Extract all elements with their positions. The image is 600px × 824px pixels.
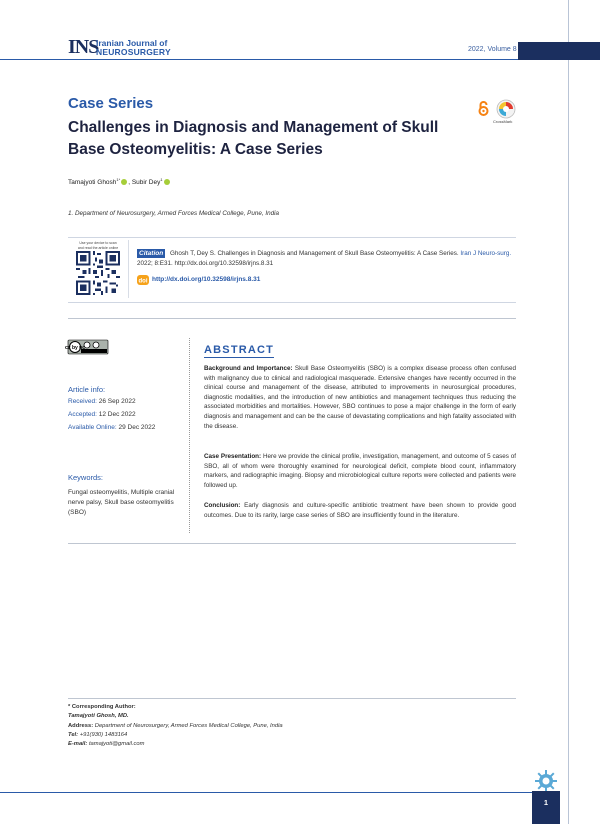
citation-body: Ghosh T, Dey S. Challenges in Diagnosis and Management of Skull Base Osteomyelitis: A Case Series. <box>170 250 461 257</box>
section-rule-bottom <box>68 543 516 544</box>
address-label: Address: <box>68 723 94 729</box>
citation-box <box>68 237 516 303</box>
online-label: Available Online: <box>68 424 117 431</box>
journal-name-line1: Iranian Journal of <box>96 38 168 48</box>
address-value: Department of Neurosurgery, Armed Forces Medical College, Pune, India <box>93 723 283 729</box>
abstract-background-text: Skull Base Osteomyelitis (SBO) is a complex disease process often confused with malignancy due to clinical and radiological masquerade. Extensive changes have recently occurred in the clinical course and management of the disease, attributed to improvements in neurosurgical procedures, diagnostic modalities, and the introduction of new antibiotics and management techniques thus reducing the associated morbidities and mortalities. However, SBO continues to pose a major challenge in the form of early diagnosis and management and can be the cause of devastating complications and high fatality associated with the disease. <box>204 365 516 430</box>
affiliation: 1. Department of Neurosurgery, Armed Forces Medical College, Pune, India <box>68 210 280 217</box>
article-title: Challenges in Diagnosis and Management of Skull Base Osteomyelitis: A Case Series <box>68 119 439 158</box>
citation-rest: 2022; 8:E31. http://dx.doi.org/10.32598/irjns.8.31 <box>137 259 274 267</box>
author-mark: 1* <box>116 177 121 182</box>
citation-journal-link[interactable]: Iran J Neuro-surg. <box>460 250 512 257</box>
author-list <box>68 177 171 186</box>
citation-badge: Citation <box>139 250 164 257</box>
qr-caption: Use your device to scan and read the article online <box>77 241 119 250</box>
corresponding-email <box>68 740 368 748</box>
cc-badge-label: cc by nc <box>64 345 86 351</box>
abstract-background-label: Background and Importance: <box>204 365 293 372</box>
abstract-conclusion-text: Early diagnosis and culture-specific antibiotic treatment have been shown to provide good outcomes. Due to its rarity, large case series of SBO are insufficiently found in the literature. <box>204 502 516 519</box>
open-access-icon <box>478 101 489 116</box>
abstract-heading: ABSTRACT <box>204 344 275 356</box>
author-name[interactable]: Tamajyoti Ghosh <box>68 179 117 187</box>
accepted-label: Accepted: <box>68 411 97 418</box>
creative-commons-badge[interactable] <box>64 340 108 354</box>
author-separator: , <box>128 179 132 187</box>
footnote-rule <box>68 698 516 699</box>
year-volume: 2022, Volume 8 <box>468 46 517 53</box>
crossmark-label: CrossMark <box>493 119 513 124</box>
page-number-box <box>532 791 560 824</box>
email-value[interactable]: tamajyoti@gmail.com <box>87 741 145 747</box>
accepted-date: 12 Dec 2022 <box>98 411 136 418</box>
qr-code-icon[interactable] <box>76 251 120 295</box>
received-date: 26 Sep 2022 <box>98 398 136 405</box>
page-number: 1 <box>543 798 549 807</box>
accepted-row <box>68 411 136 418</box>
abstract-conclusion <box>204 501 516 520</box>
page-edge-strip <box>568 0 569 824</box>
abstract-case-label: Case Presentation: <box>204 453 262 460</box>
received-label: Received: <box>68 398 97 405</box>
keywords-heading: Keywords: <box>68 473 104 482</box>
header-rule <box>0 59 518 60</box>
email-label: E-mail: <box>68 741 88 747</box>
header-bar <box>518 42 600 60</box>
received-row <box>68 398 136 405</box>
abstract-case-presentation <box>204 452 516 490</box>
tel-value: +91(930) 1483164 <box>78 732 128 738</box>
journal-name-line2: NEUROSURGERY <box>96 47 171 57</box>
author-name[interactable]: Subir Dey <box>131 179 161 187</box>
orcid-icon[interactable] <box>164 179 170 185</box>
doi-link[interactable]: http://dx.doi.org/10.32598/irjns.8.31 <box>152 276 261 283</box>
gear-icon <box>535 770 557 792</box>
citation-divider <box>128 240 129 298</box>
abstract-conclusion-label: Conclusion: <box>204 502 241 509</box>
abstract-case-text: Here we provide the clinical profile, investigation, management, and outcome of 5 cases of SBO, all of whom were thoroughly examined for neurological deficit, complete blood count, inflammatory markers, and radiographic imaging. Biopsy and microbiological culture reports were collected and patients were followed up. <box>204 453 516 489</box>
crossmark-icon[interactable] <box>496 99 516 119</box>
orcid-icon[interactable] <box>121 179 127 185</box>
keywords-text: Fungal osteomyelitis, Multiple cranial nerve palsy, Skull base osteomyelitis (SBO) <box>68 489 175 516</box>
corresponding-heading: * Corresponding Author: <box>68 704 136 710</box>
doi-icon-label: doi <box>138 278 148 285</box>
section-rule-top <box>68 318 516 319</box>
tel-label: Tel: <box>68 732 79 738</box>
footer-rule <box>0 792 532 793</box>
doi-icon <box>137 275 149 285</box>
article-info-heading: Article info: <box>68 385 106 394</box>
corresponding-tel <box>68 731 368 739</box>
abstract-background <box>204 364 516 431</box>
online-date: 29 Dec 2022 <box>118 424 156 431</box>
corresponding-name: Tamajyoti Ghosh, MD. <box>68 713 129 719</box>
online-row <box>68 424 155 431</box>
journal-logo-mark: INS <box>68 36 99 58</box>
corresponding-address <box>68 722 368 730</box>
citation-text <box>137 249 512 268</box>
column-divider <box>189 338 190 533</box>
article-type: Case Series <box>68 95 154 112</box>
journal-logo <box>68 36 188 58</box>
author-mark: 1 <box>160 177 163 182</box>
